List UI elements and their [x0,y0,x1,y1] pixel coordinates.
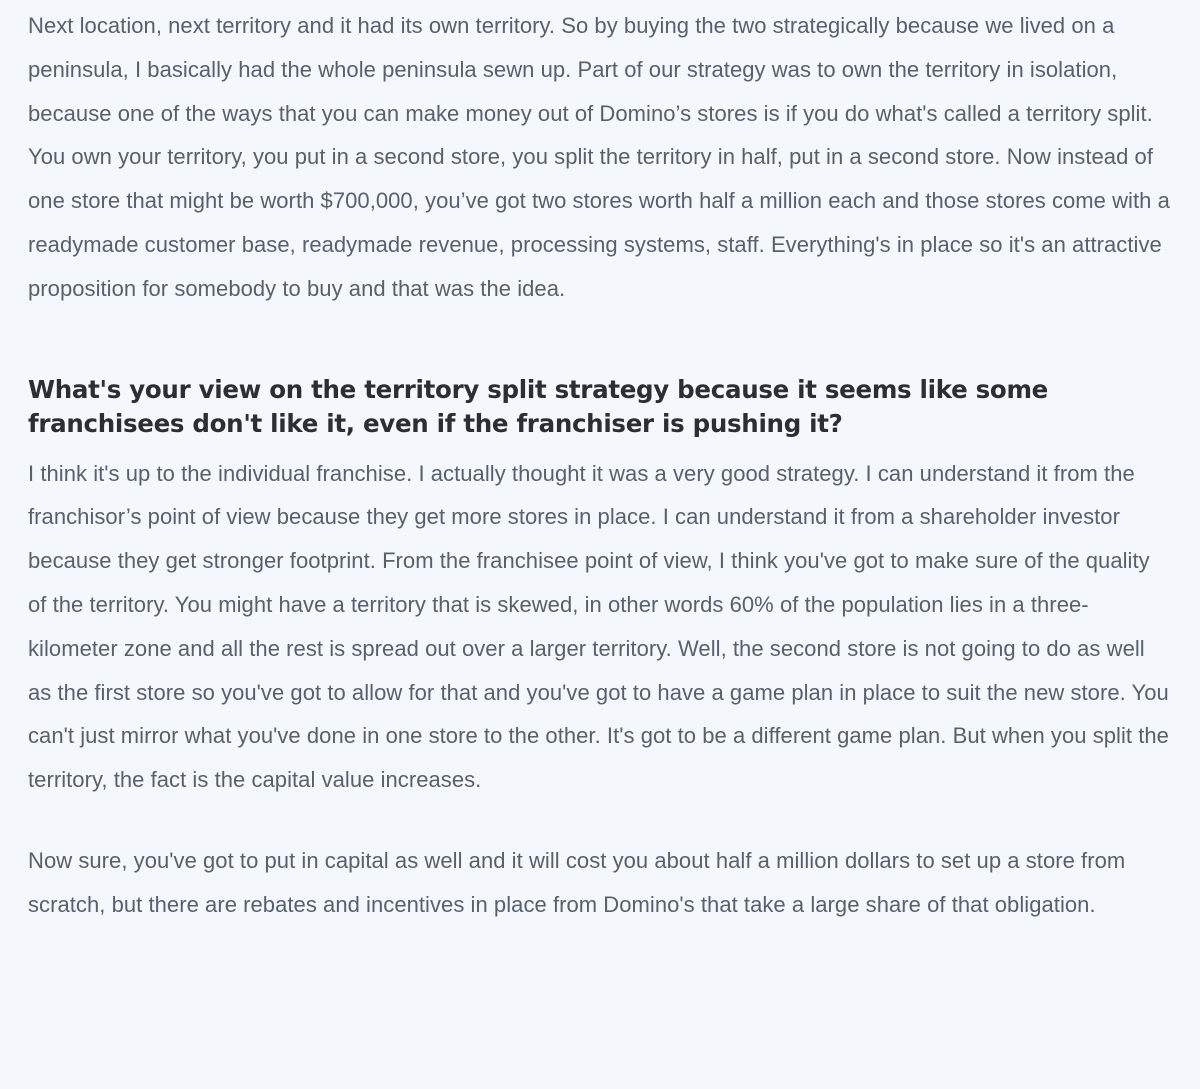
question-heading: What's your view on the territory split strategy because it seems like some franchisees don't like it, even if the franchiser is pushing it? [28,374,1048,438]
paragraph-answer: I think it's up to the individual franchise. I actually thought it was a very good strategy. I can understand it from the franchisor’s point of view because they get more stores in place. I can understand it from a shareholder investor because they get stronger footprint. From the franchisee point of view, I think you've got to make sure of the quality of the territory. You might have a territory that is skewed, in other words 60% of the population lies in a three-kilometer zone and all the rest is spread out over a larger territory. Well, the second store is not going to do as well as the first store so you've got to allow for that and you've got to have a game plan in place to suit the new store. You can't just mirror what you've done in one store to the other. It's got to be a different game plan. But when you split the territory, the fact is the capital value increases. [28,460,1169,793]
paragraph-territory-strategy: Next location, next territory and it had its own territory. So by buying the two strategically because we lived on a peninsula, I basically had the whole peninsula sewn up. Part of our strategy was to own the territory in isolation, because one of the ways that you can make money out of Domino’s stores is if you do what's called a territory split. You own your territory, you put in a second store, you split the territory in half, put in a second store. Now instead of one store that might be worth $700,000, you’ve got two stores worth half a million each and those stores come with a readymade customer base, readymade revenue, processing systems, staff. Everything's in place so it's an attractive proposition for somebody to buy and that was the idea. [28,13,1170,301]
paragraph-capital-cost: Now sure, you've got to put in capital as well and it will cost you about half a million dollars to set up a store from scratch, but there are rebates and incentives in place from Domino's that take a large share of that obligation. [28,847,1126,917]
